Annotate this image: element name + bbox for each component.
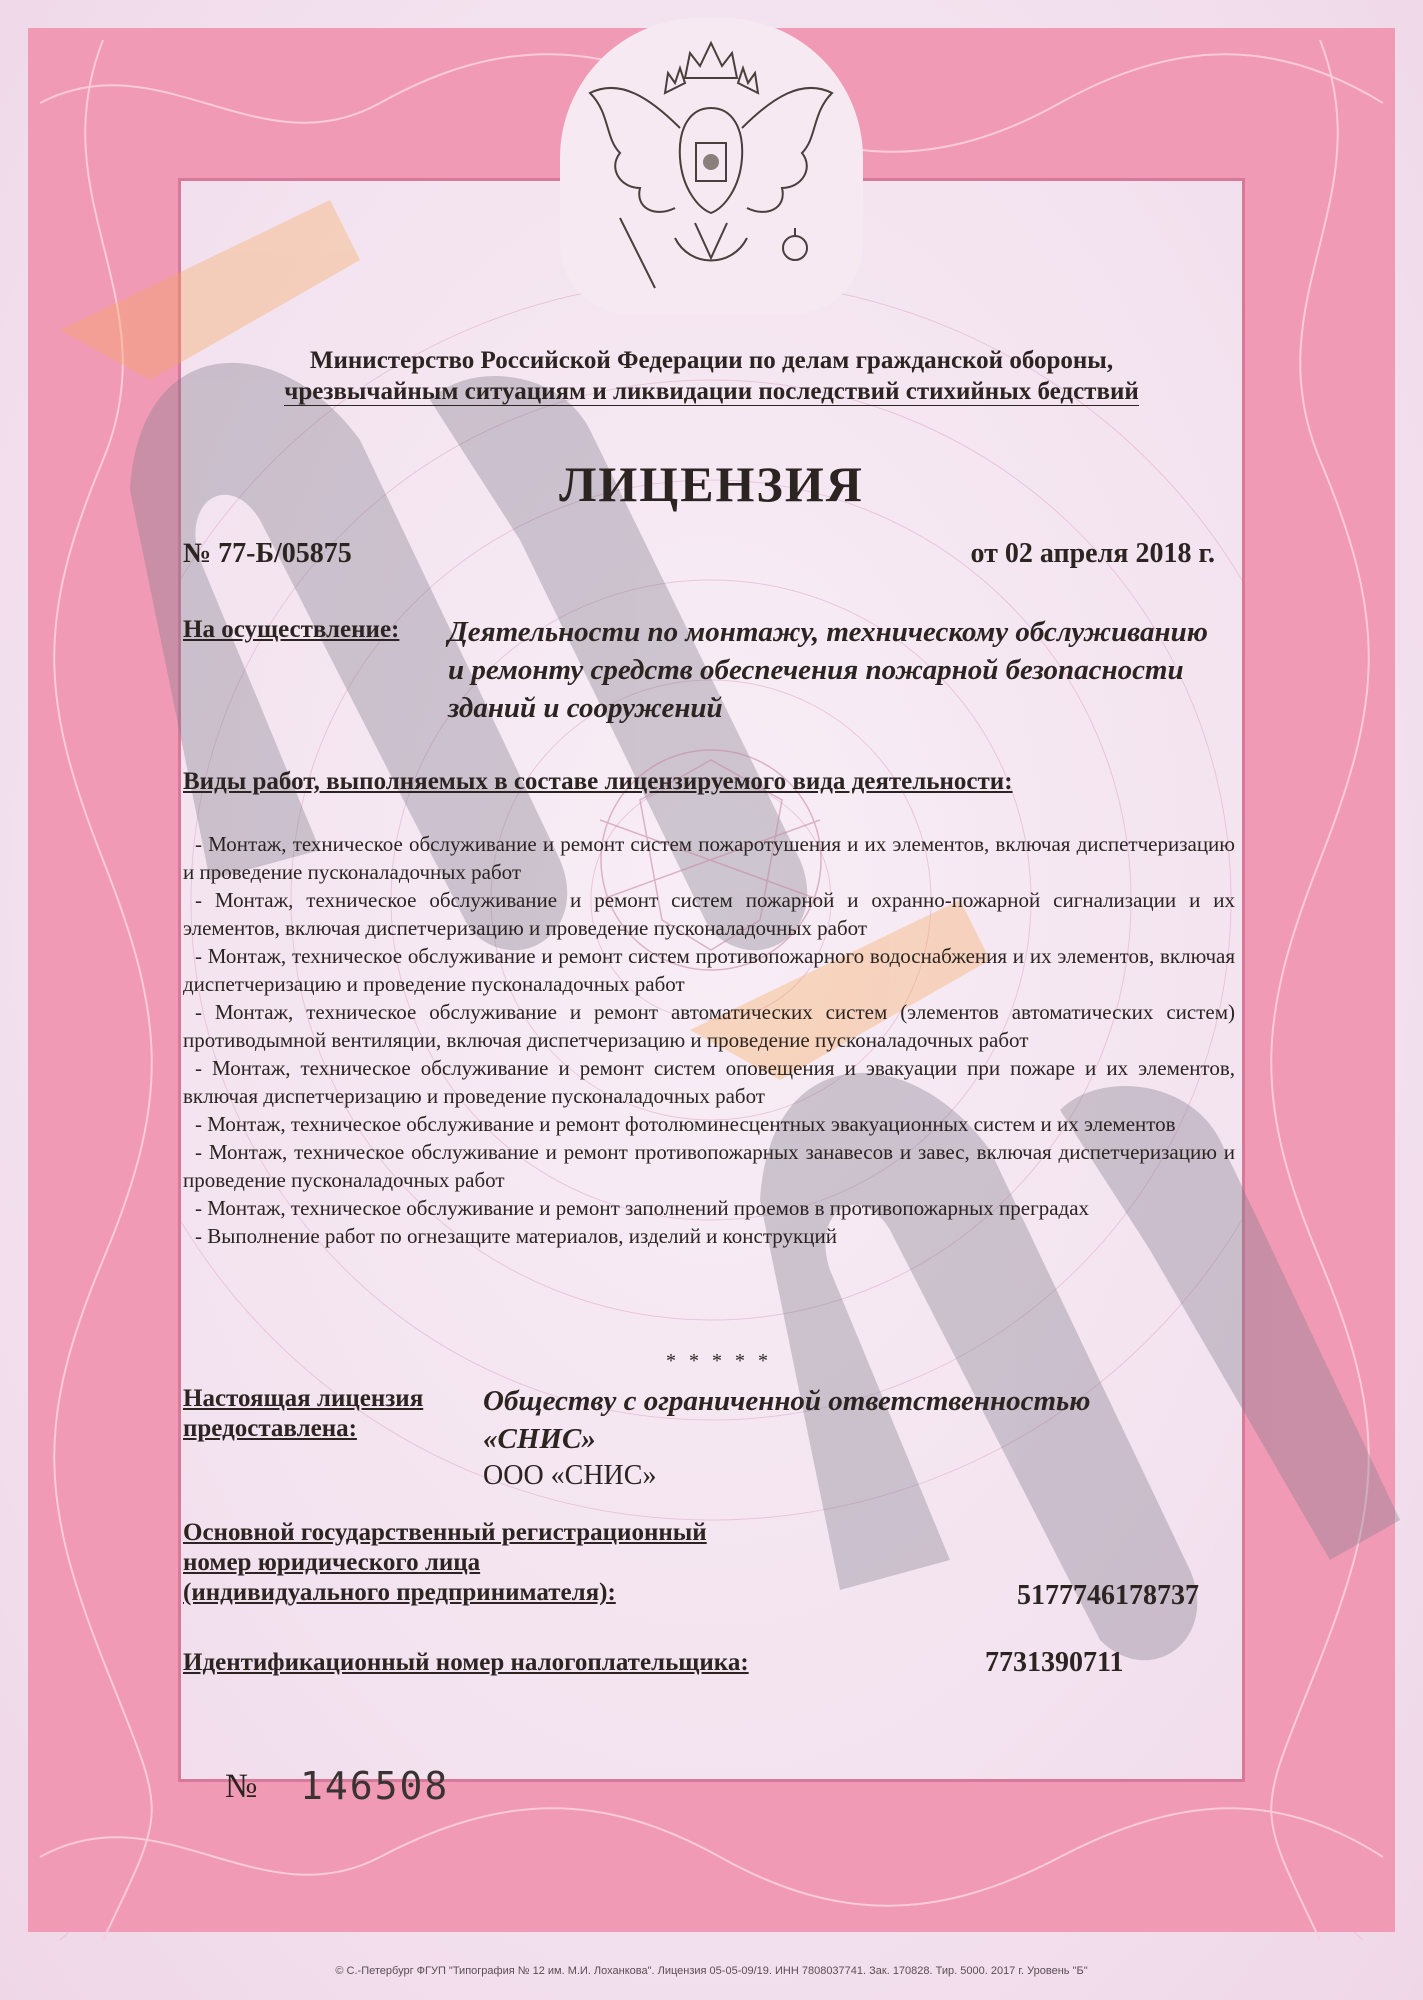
work-item: - Монтаж, техническое обслуживание и ремонт систем оповещения и эвакуации при пожаре и их элементов, включая диспетчеризацию и проведение пусконаладочных работ <box>183 1056 1235 1108</box>
form-number-sign: № <box>225 1768 258 1805</box>
licensee-label-line-1: Настоящая лицензия <box>183 1385 424 1412</box>
ogrn-label-line-3: (индивидуального предпринимателя): <box>183 1579 616 1606</box>
ministry-line-2: чрезвычайным ситуациям и ликвидации последствий стихийных бедствий <box>284 378 1139 405</box>
works-list <box>183 830 1235 1250</box>
document-title: ЛИЦЕНЗИЯ <box>559 456 864 512</box>
ogrn-label <box>183 1518 803 1608</box>
printer-imprint: © С.-Петербург ФГУП "Типография № 12 им. М.И. Лоханкова". Лицензия 05-05-09/19. ИНН 7808037741. Зак. 170828. Тир. 5000. 2017 г. Уровень "Б" <box>335 1965 1088 1977</box>
inn-label: Идентификационный номер налогоплательщика: <box>183 1649 749 1676</box>
ogrn-value: 5177746178737 <box>1017 1580 1199 1611</box>
licensee-full-name-line-1: Обществу с ограниченной ответственностью <box>483 1385 1091 1417</box>
licensee-label-line-2: предоставлена: <box>183 1415 357 1442</box>
work-item: - Монтаж, техническое обслуживание и ремонт систем пожарной и охранно-пожарной сигнализации и их элементов, включая диспетчеризацию и проведение пусконаладочных работ <box>183 888 1235 940</box>
work-item: - Монтаж, техническое обслуживание и ремонт автоматических систем (элементов автоматических систем) противодымной вентиляции, включая диспетчеризацию и проведение пусконаладочных работ <box>183 1000 1235 1052</box>
form-number: 146508 <box>300 1764 450 1808</box>
licensee-label <box>183 1384 423 1444</box>
licensee-full-name-line-2: «СНИС» <box>483 1423 596 1455</box>
work-item: - Монтаж, техническое обслуживание и ремонт фотолюминесцентных эвакуационных систем и их элементов <box>195 1112 1176 1136</box>
ogrn-label-line-2: номер юридического лица <box>183 1549 481 1576</box>
licensee-short-name: ООО «СНИС» <box>483 1460 657 1491</box>
work-item: - Монтаж, техническое обслуживание и ремонт противопожарных занавесов и завес, включая диспетчеризацию и проведение пусконаладочных работ <box>183 1140 1235 1192</box>
activity-label: На осуществление: <box>183 616 400 643</box>
license-date: от 02 апреля 2018 г. <box>970 538 1215 569</box>
work-item: - Монтаж, техническое обслуживание и ремонт систем пожаротушения и их элементов, включая диспетчеризацию и проведение пусконаладочных работ <box>183 832 1235 884</box>
work-item: - Монтаж, техническое обслуживание и ремонт систем противопожарного водоснабжения и их элементов, включая диспетчеризацию и проведение пусконаладочных работ <box>183 944 1235 996</box>
works-label: Виды работ, выполняемых в составе лицензируемого вида деятельности: <box>183 768 1013 795</box>
ministry-line-1: Министерство Российской Федерации по делам гражданской обороны, <box>309 347 1114 374</box>
activity-text: Деятельности по монтажу, техническому обслуживанию и ремонту средств обеспечения пожарной безопасности зданий и сооружений <box>448 616 1208 724</box>
ministry-name <box>200 345 1223 407</box>
licensee-full-name <box>483 1382 1223 1458</box>
license-number: № 77-Б/05875 <box>183 538 352 569</box>
ogrn-label-line-1: Основной государственный регистрационный <box>183 1519 707 1546</box>
work-item: - Монтаж, техническое обслуживание и ремонт заполнений проемов в противопожарных преградах <box>195 1196 1090 1220</box>
inn-value: 7731390711 <box>985 1647 1124 1678</box>
work-item: - Выполнение работ по огнезащите материалов, изделий и конструкций <box>195 1224 837 1248</box>
section-separator: * * * * * <box>666 1350 772 1372</box>
